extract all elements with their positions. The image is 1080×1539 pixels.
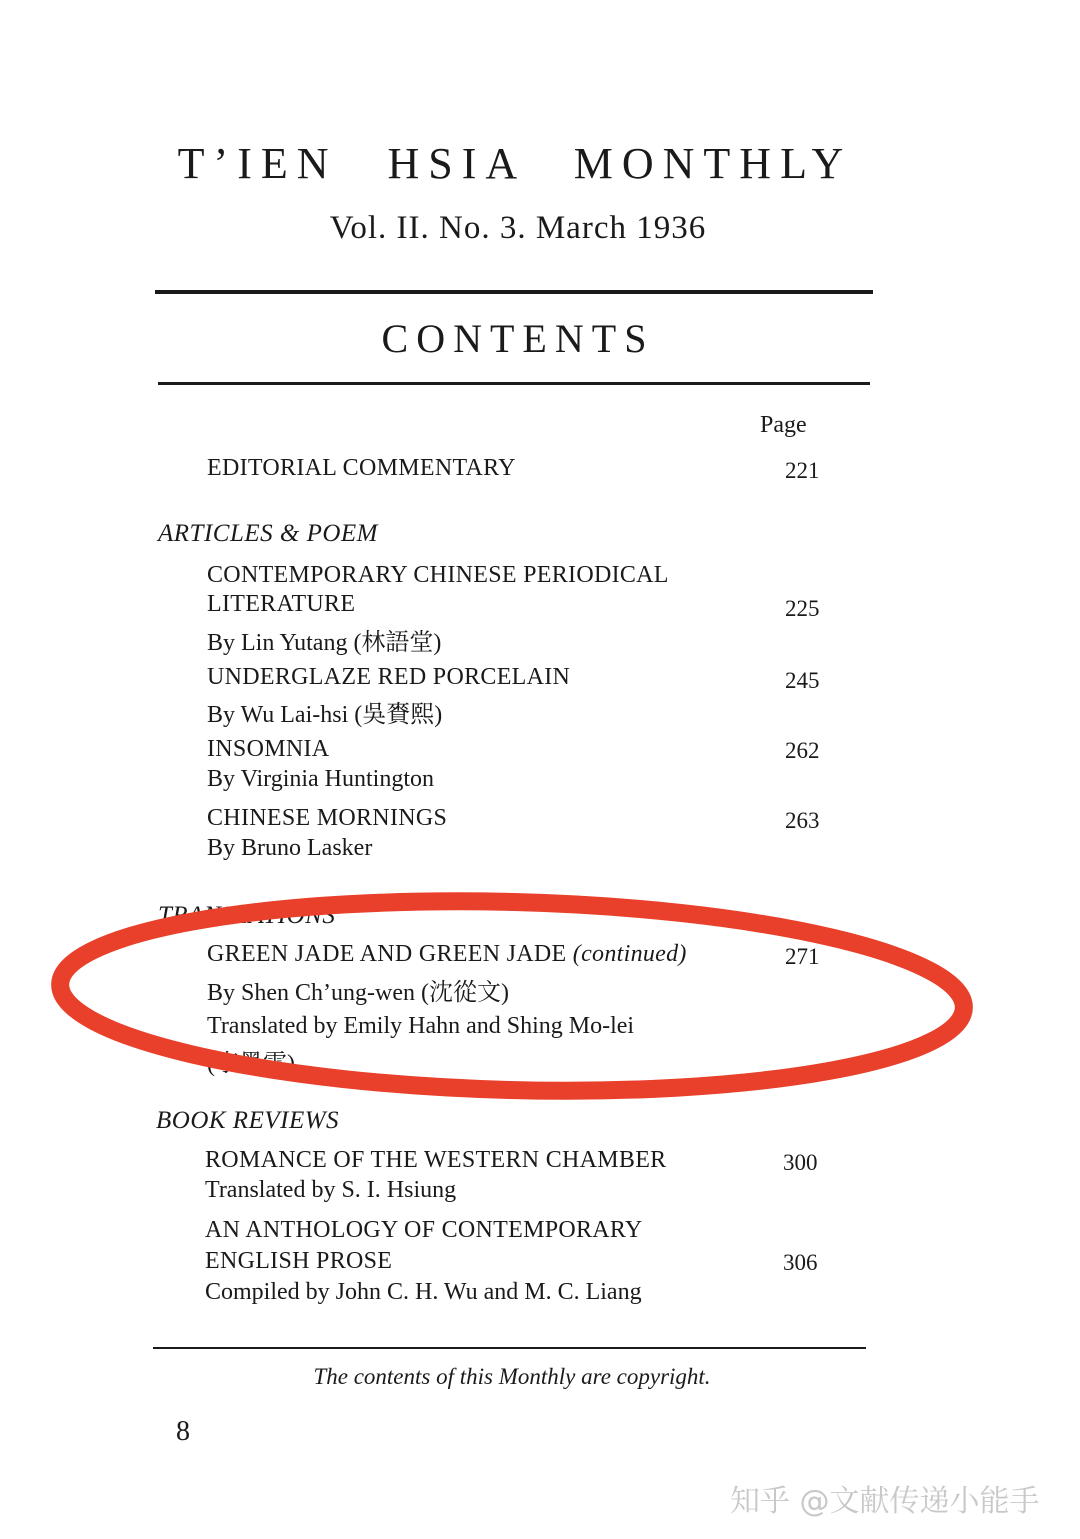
article-2-page: 245 [785,668,820,693]
article-3-title: INSOMNIA [207,736,330,762]
translation-author: By Shen Ch’ung-wen (沈從文) [207,980,509,1006]
article-2-title: UNDERGLAZE RED PORCELAIN [207,664,571,690]
translation-page: 271 [785,944,820,969]
section-articles: ARTICLES & POEM [158,520,378,547]
article-1-title-line2: LITERATURE [207,591,356,617]
article-1-page: 225 [785,596,820,621]
translation-translators-line2: (李墨雷) [207,1051,295,1077]
editorial-page: 221 [785,458,820,483]
translation-title-note: (continued) [572,941,687,967]
article-2-author: By Wu Lai-hsi (吳賚熙) [207,702,443,728]
volume-line: Vol. II. No. 3. March 1936 [329,210,707,246]
translation-title-text: GREEN JADE AND GREEN JADE [207,941,567,967]
review-2-title-line1: AN ANTHOLOGY OF CONTEMPORARY [205,1217,643,1243]
section-book-reviews: BOOK REVIEWS [156,1107,340,1134]
contents-heading: CONTENTS [381,316,655,361]
watermark: 知乎 @文献传递小能手 [730,1484,1040,1519]
review-1-author: Translated by S. I. Hsiung [205,1177,457,1203]
page-column-label: Page [760,412,807,438]
review-2-title-line2: ENGLISH PROSE [205,1248,393,1274]
journal-title: T’IEN HSIA MONTHLY [177,139,853,188]
article-4-title: CHINESE MORNINGS [207,805,448,831]
editorial-title: EDITORIAL COMMENTARY [207,455,516,481]
review-1-title: ROMANCE OF THE WESTERN CHAMBER [205,1147,667,1173]
article-1-author: By Lin Yutang (林語堂) [207,630,442,656]
review-2-author: Compiled by John C. H. Wu and M. C. Liang [205,1279,642,1305]
article-3-page: 262 [785,738,820,763]
copyright-note: The contents of this Monthly are copyright. [313,1364,711,1389]
article-4-author: By Bruno Lasker [207,835,373,861]
section-translations: TRANSLATIONS [158,902,336,929]
review-1-page: 300 [783,1150,818,1175]
article-4-page: 263 [785,808,820,833]
review-2-page: 306 [783,1250,818,1275]
article-1-title-line1: CONTEMPORARY CHINESE PERIODICAL [207,562,669,588]
red-ellipse-mark [58,890,967,1102]
article-3-author: By Virginia Huntington [207,766,435,792]
translation-translators-line1: Translated by Emily Hahn and Shing Mo-lei [207,1013,635,1039]
page-number: 8 [176,1416,190,1447]
